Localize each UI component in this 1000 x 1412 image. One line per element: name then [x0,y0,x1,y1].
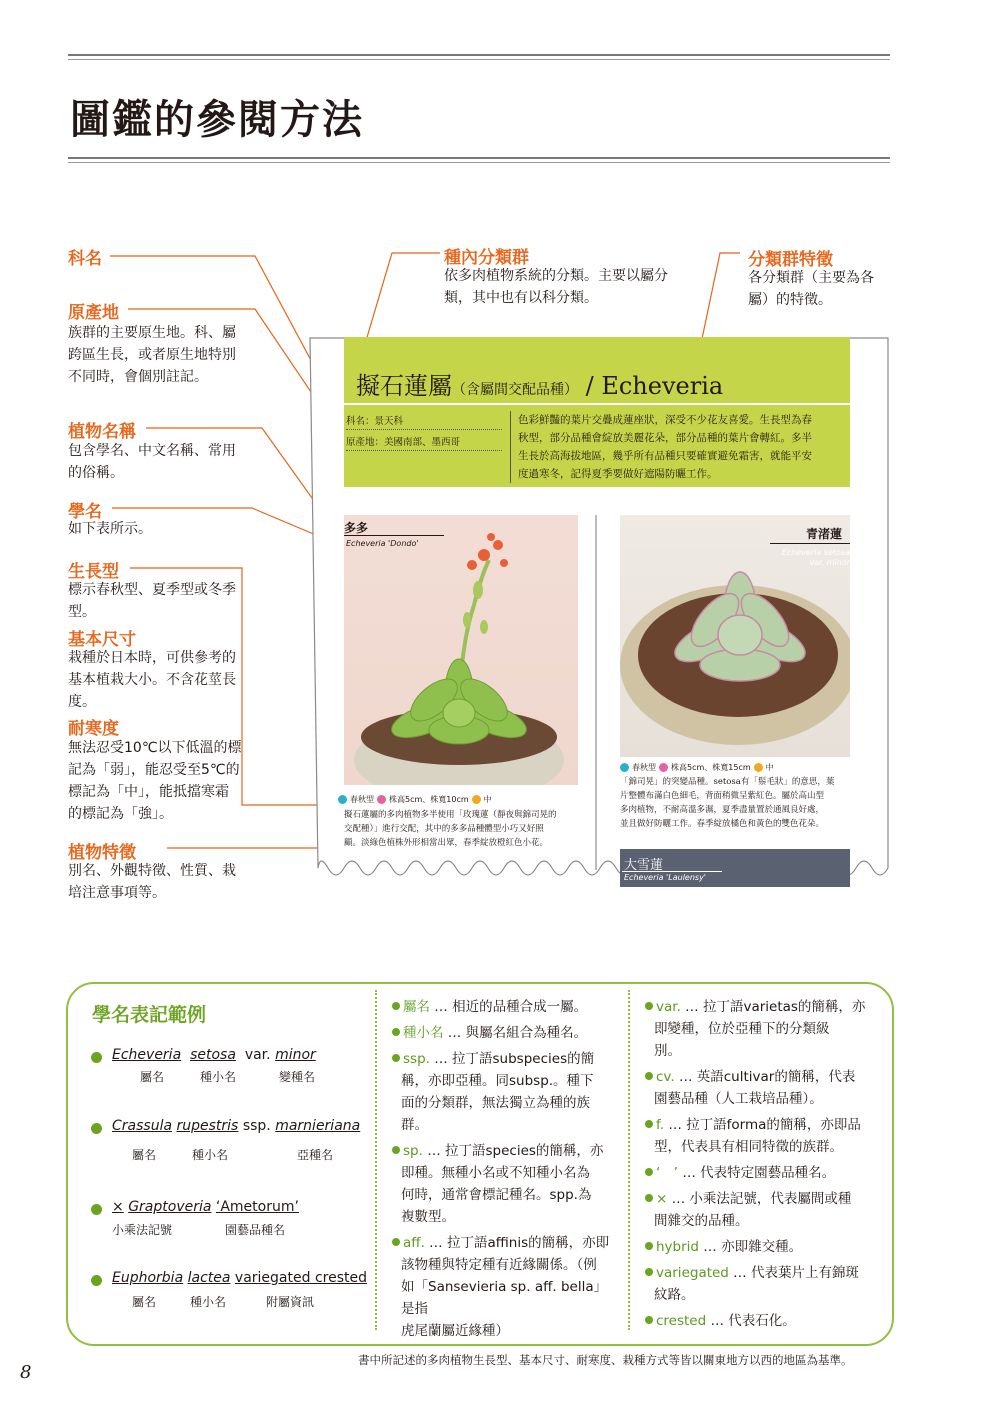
term-item: variegated … 代表葉片上有錦斑 紋路。 [645,1262,867,1306]
genus-col-divider [510,411,511,483]
plant3-name-underline [622,871,722,872]
infra-label: 種內分類群 [444,248,529,268]
cold-label: 耐寒度 [68,719,119,739]
plant2-name-underline [770,543,850,544]
genus-origin: 原產地：美國南部、墨西哥 [346,437,461,448]
plant1-latin: Echeveria 'Dondo' [346,539,419,548]
example-1-species-label: 種小名 [200,1070,237,1084]
plant2-desc: 「錦司晃」的突變品種。setosa有「鬃毛狀」的意思，葉 片整體布滿白色細毛，背面稍微呈紫紅色。屬於高山型 多肉植物，不耐高溫多濕，夏季盡量置於通風良好處， 並且做好防曬工作。春季綻放橘色和黃色的雙色花朵。 [620,777,835,829]
example-2: Crassula rupestris ssp. marnieriana [112,1118,361,1134]
plant1-illustration [344,515,578,785]
term-item: 屬名 … 相近的品種合成一屬。 [392,996,618,1018]
bullet-icon [91,1052,102,1063]
origin-label: 原產地 [68,303,119,323]
example-4-species-label: 種小名 [190,1295,227,1309]
example-2-infra-label: 亞種名 [297,1148,334,1162]
growth-type-dot [338,795,347,804]
example-3-cultivar-label: 園藝品種名 [225,1223,286,1237]
term-item: cv. … 英語cultivar的簡稱，代表 園藝品種（人工栽培品種）。 [645,1066,867,1110]
features-desc: 別名、外觀特徵、性質、栽 培注意事項等。 [68,863,236,901]
term-list-col2 [392,996,618,1342]
plant-name-label: 植物名稱 [68,422,136,442]
plant2-latin: Echeveria setosa var. minor [781,548,850,567]
term-item: crested … 代表石化。 [645,1310,867,1332]
bullet-icon [91,1123,102,1134]
cold-desc: 無法忍受10℃以下低溫的標 記為「弱」，能忍受至5℃的 標記為「中」，能抵擋寒霜 的標記為「強」。 [68,740,242,822]
plant3-latin: Echeveria 'Laulensy' [624,873,707,882]
growth-type-dot [620,763,629,772]
sci-name-desc: 如下表所示。 [68,521,152,537]
plant2-name: 青渚蓮 [806,527,843,541]
plant1-name: 多多 [344,521,369,535]
example-4: Euphorbia lactea variegated crested [112,1270,367,1286]
term-item: hybrid … 亦即雜交種。 [645,1236,867,1258]
footnote: 書中所記述的多肉植物生長型、基本尺寸、耐寒度、栽種方式等皆以關東地方以西的地區為基準。 [358,1353,853,1367]
genus-info-divider [346,429,502,430]
size-dot [377,795,386,804]
plant2-legend: 春秋型 株高5cm、株寬15cm 中 [620,762,774,773]
column-divider [628,990,630,1330]
example-4-genus-label: 屬名 [132,1295,157,1309]
origin-desc: 族群的主要原生地。科、屬 跨區生長，或者原生地特別 不同時，會個別註記。 [68,325,236,385]
example-1-genus-label: 屬名 [140,1070,165,1084]
page-number: 8 [20,1362,32,1383]
term-list-col3 [645,996,867,1332]
example-4-extra-label: 附屬資訊 [266,1295,315,1309]
plant1-desc: 擬石蓮屬的多肉植物多半使用「玫瑰蓮（靜夜與錦司晃的 交配種）」進行交配，其中的多多品種體型小巧又好照 顧。淡綠色植株外形相當出眾，春季綻放橙紅色小花。 [344,810,557,848]
example-3-sign-label: 小乘法記號 [112,1223,173,1237]
sci-name-label: 學名 [68,502,102,522]
box-title: 學名表記範例 [92,1004,207,1026]
term-item: aff. … 拉丁語affinis的簡稱，亦即 該物種與特定種有近緣關係。（例 如「Sansevieria sp. aff. bella」是指 虎尾蘭屬近緣種） [392,1232,618,1342]
plant1-legend: 春秋型 株高5cm、株寬10cm 中 [338,794,492,805]
plant1-name-underline [344,535,444,536]
growth-label: 生長型 [68,562,119,582]
group-label: 分類群特徵 [748,250,833,270]
term-item: ssp. … 拉丁語subspecies的簡 稱，亦即亞種。同subsp.。種下 面的分類群，無法獨立為種的族 群。 [392,1048,618,1136]
genus-family: 科名：景天科 [346,416,404,427]
bullet-icon [91,1275,102,1286]
bullet-icon [91,1204,102,1215]
infra-desc: 依多肉植物系統的分類。主要以屬分 類，其中也有以科分類。 [444,268,668,306]
cold-dot [754,763,763,772]
example-3: × Graptoveria ‘Ametorum’ [112,1199,299,1215]
term-item: ‘ ’ … 代表特定園藝品種名。 [645,1162,867,1184]
page-title: 圖鑑的參閱方法 [70,96,364,143]
term-item: 種小名 … 與屬名組合為種名。 [392,1022,618,1044]
plant-name-desc: 包含學名、中文名稱、常用 的俗稱。 [68,443,236,481]
cold-dot [472,795,481,804]
plant3-name: 大雪蓮 [624,858,664,873]
column-divider [375,990,377,1330]
term-item: sp. … 拉丁語species的簡稱，亦 即種。無種小名或不知種小名為 何時，通常會標記種名。spp.為 複數型。 [392,1140,618,1228]
family-label: 科名 [68,249,102,269]
genus-title: 擬石蓮屬（含屬間交配品種） / Echeveria [356,372,724,400]
group-desc: 各分類群（主要為各 屬）的特徵。 [748,270,874,308]
size-desc: 栽種於日本時，可供參考的 基本植栽大小。不含花莖長 度。 [68,650,236,710]
example-1: Echeveria setosa var. minor [112,1047,316,1063]
genus-desc: 色彩鮮豔的葉片交疊成蓮座狀，深受不少花友喜愛。生長型為春 秋型，部分品種會綻放美麗花朵，部分品種的葉片會轉紅。多半 生長於高海拔地區，幾乎所有品種只要確實避免霜害，就能平安 度過寒冬，記得夏季要做好遮陽防曬工作。 [518,414,812,480]
example-2-species-label: 種小名 [192,1148,229,1162]
genus-info-divider-2 [346,450,502,451]
size-dot [659,763,668,772]
plant1-photo [344,515,578,785]
term-item: f. … 拉丁語forma的簡稱，亦即品 型，代表具有相同特徵的族群。 [645,1114,867,1158]
example-1-infra-label: 變種名 [279,1070,316,1084]
term-item: var. … 拉丁語varietas的簡稱，亦 即變種，位於亞種下的分類級 別。 [645,996,867,1062]
banner-divider [344,403,850,405]
growth-desc: 標示春秋型、夏季型或冬季 型。 [68,582,236,620]
example-2-genus-label: 屬名 [132,1148,157,1162]
size-label: 基本尺寸 [68,630,136,650]
features-label: 植物特徵 [68,843,136,863]
term-item: × … 小乘法記號，代表屬間或種 間雜交的品種。 [645,1188,867,1232]
